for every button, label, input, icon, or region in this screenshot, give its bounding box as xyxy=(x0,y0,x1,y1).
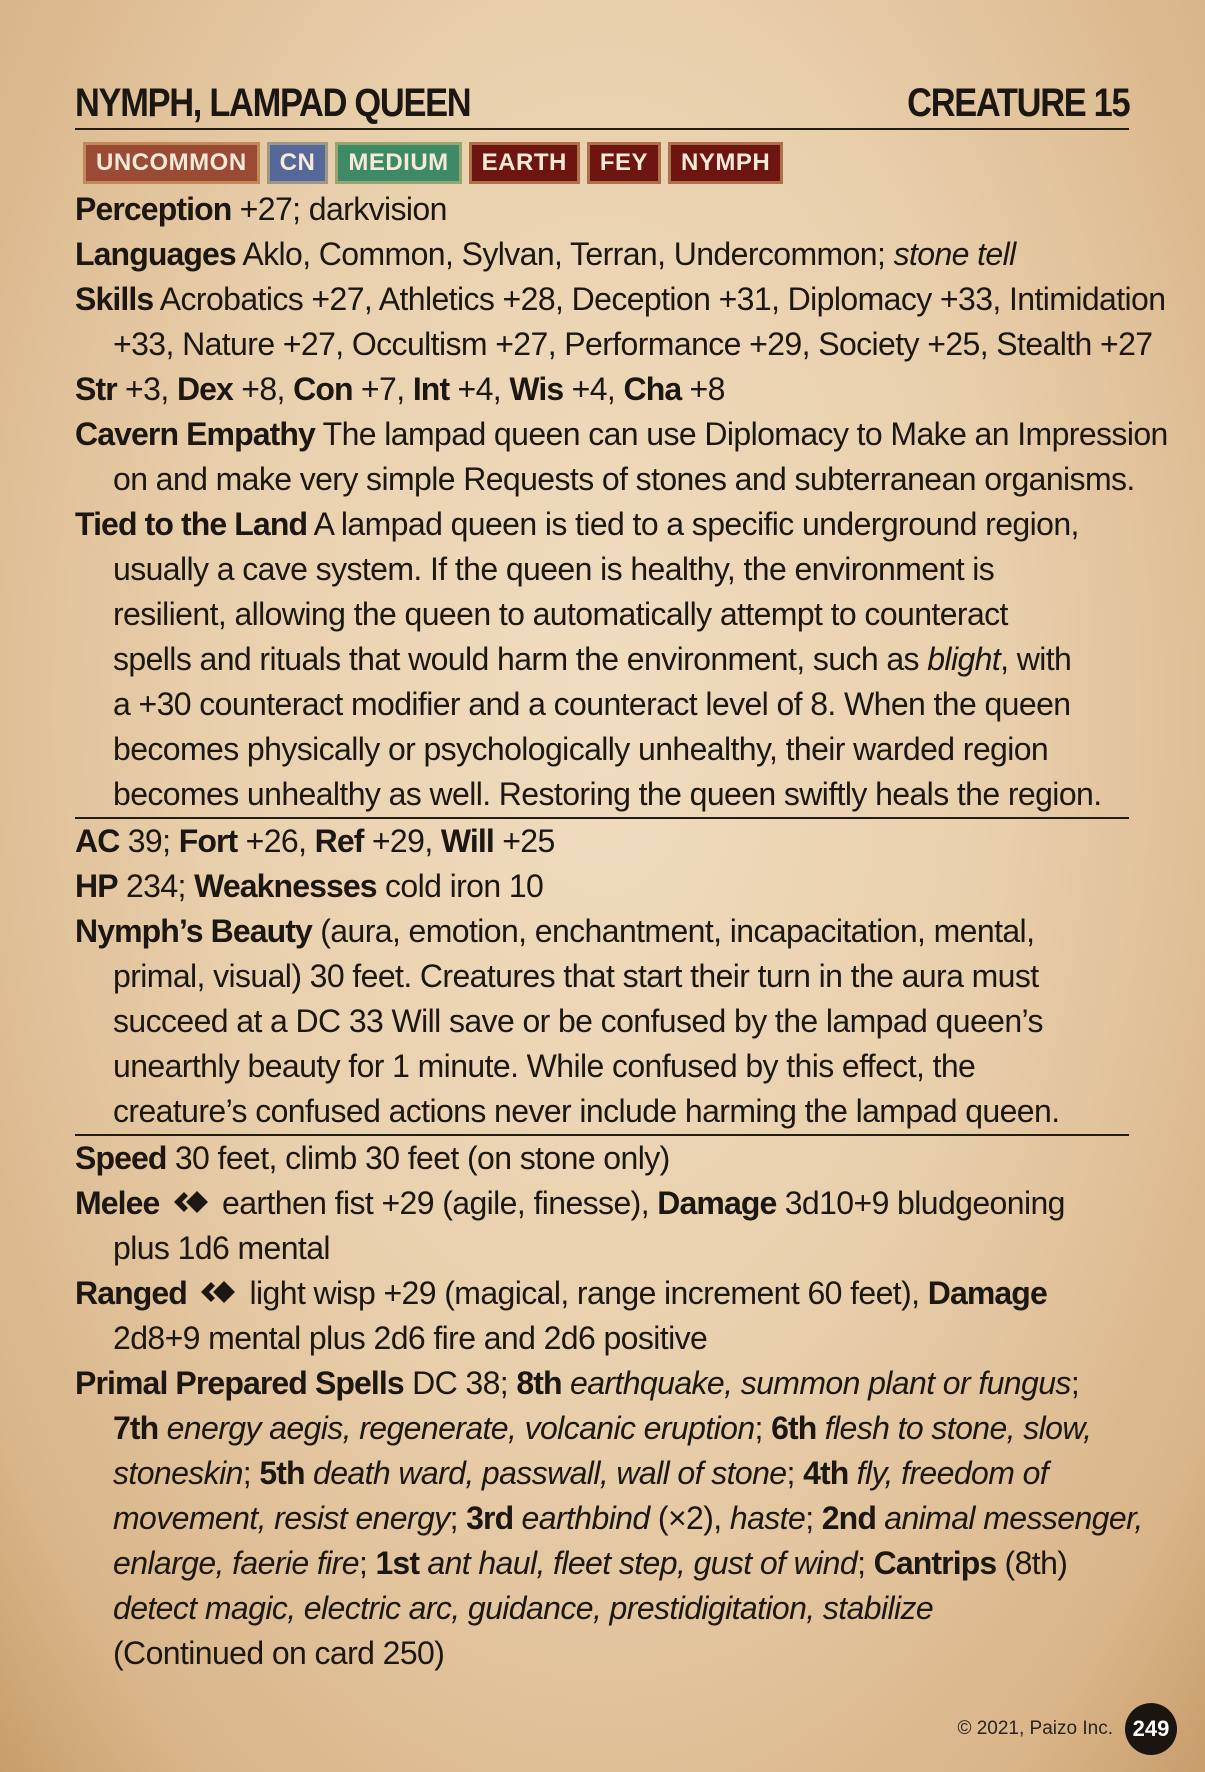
title-row xyxy=(75,72,1129,130)
tied-to-land-line-7: becomes unhealthy as well. Restoring the queen swiftly heals the region. xyxy=(75,772,1129,819)
footer xyxy=(957,1703,1177,1755)
cavern-empathy-line: Cavern Empathy The lampad queen can use Diplomacy to Make an Impression xyxy=(75,416,1168,452)
one-action-icon xyxy=(172,1186,210,1218)
spells-line-6: detect magic, electric arc, guidance, prestidigitation, stabilize xyxy=(113,1590,934,1626)
trait-list xyxy=(83,142,1129,184)
card-number-badge: 249 xyxy=(1125,1703,1177,1755)
continued-note: (Continued on card 250) xyxy=(113,1635,445,1671)
tied-to-land-line-4: spells and rituals that would harm the environment, such as blight, with xyxy=(113,641,1072,677)
spells-line-4: movement, resist energy; 3rd earthbind (×2), haste; 2nd animal messenger, xyxy=(113,1500,1143,1536)
stat-lines xyxy=(75,187,1168,1676)
melee-line-cont: plus 1d6 mental xyxy=(113,1230,330,1266)
one-action-icon xyxy=(199,1276,237,1308)
skills-line-cont: +33, Nature +27, Occultism +27, Performance +29, Society +25, Stealth +27 xyxy=(113,326,1153,362)
hp-line: HP 234; Weaknesses cold iron 10 xyxy=(75,868,544,904)
tied-to-land-line: Tied to the Land A lampad queen is tied to a specific underground region, xyxy=(75,506,1079,542)
nymphs-beauty-line-4: unearthly beauty for 1 minute. While confused by this effect, the xyxy=(113,1048,976,1084)
languages-line: Languages Aklo, Common, Sylvan, Terran, Undercommon; stone tell xyxy=(75,236,1016,272)
nymphs-beauty-line: Nymph’s Beauty (aura, emotion, enchantment, incapacitation, mental, xyxy=(75,913,1035,949)
creature-name: NYMPH, LAMPAD QUEEN xyxy=(75,81,471,125)
ranged-line: Ranged light wisp +29 (magical, range increment 60 feet), Damage xyxy=(75,1275,1047,1311)
spells-line: Primal Prepared Spells DC 38; 8th earthquake, summon plant or fungus; xyxy=(75,1365,1080,1401)
speed-line: Speed 30 feet, climb 30 feet (on stone only) xyxy=(75,1140,670,1176)
trait-fey: FEY xyxy=(587,142,661,184)
skills-line: Skills Acrobatics +27, Athletics +28, Deception +31, Diplomacy +33, Intimidation xyxy=(75,281,1166,317)
nymphs-beauty-line-3: succeed at a DC 33 Will save or be confused by the lampad queen’s xyxy=(113,1003,1043,1039)
tied-to-land-line-2: usually a cave system. If the queen is healthy, the environment is xyxy=(113,551,995,587)
tied-to-land-line-5: a +30 counteract modifier and a counteract level of 8. When the queen xyxy=(113,686,1071,722)
melee-line: Melee earthen fist +29 (agile, finesse), Damage 3d10+9 bludgeoning xyxy=(75,1185,1065,1221)
spells-line-2: 7th energy aegis, regenerate, volcanic eruption; 6th flesh to stone, slow, xyxy=(113,1410,1092,1446)
perception-line: Perception +27; darkvision xyxy=(75,191,447,227)
trait-size: MEDIUM xyxy=(335,142,461,184)
nymphs-beauty-line-5: creature’s confused actions never include harming the lampad queen. xyxy=(75,1089,1129,1136)
trait-nymph: NYMPH xyxy=(668,142,783,184)
tied-to-land-line-6: becomes physically or psychologically unhealthy, their warded region xyxy=(113,731,1049,767)
ranged-line-cont: 2d8+9 mental plus 2d6 fire and 2d6 positive xyxy=(113,1320,708,1356)
copyright: © 2021, Paizo Inc. xyxy=(957,1718,1113,1739)
trait-uncommon: UNCOMMON xyxy=(83,142,260,184)
stat-block-card xyxy=(75,72,1168,1676)
ability-scores-line: Str +3, Dex +8, Con +7, Int +4, Wis +4, Cha +8 xyxy=(75,371,725,407)
tied-to-land-line-3: resilient, allowing the queen to automatically attempt to counteract xyxy=(113,596,1008,632)
spells-line-3: stoneskin; 5th death ward, passwall, wall of stone; 4th fly, freedom of xyxy=(113,1455,1049,1491)
nymphs-beauty-line-2: primal, visual) 30 feet. Creatures that start their turn in the aura must xyxy=(113,958,1039,994)
cavern-empathy-line-cont: on and make very simple Requests of stones and subterranean organisms. xyxy=(113,461,1135,497)
creature-level: CREATURE 15 xyxy=(906,81,1129,125)
defense-line: AC 39; Fort +26, Ref +29, Will +25 xyxy=(75,823,555,859)
trait-earth: EARTH xyxy=(469,142,580,184)
spells-line-5: enlarge, faerie fire; 1st ant haul, fleet step, gust of wind; Cantrips (8th) xyxy=(113,1545,1068,1581)
trait-alignment: CN xyxy=(267,142,329,184)
